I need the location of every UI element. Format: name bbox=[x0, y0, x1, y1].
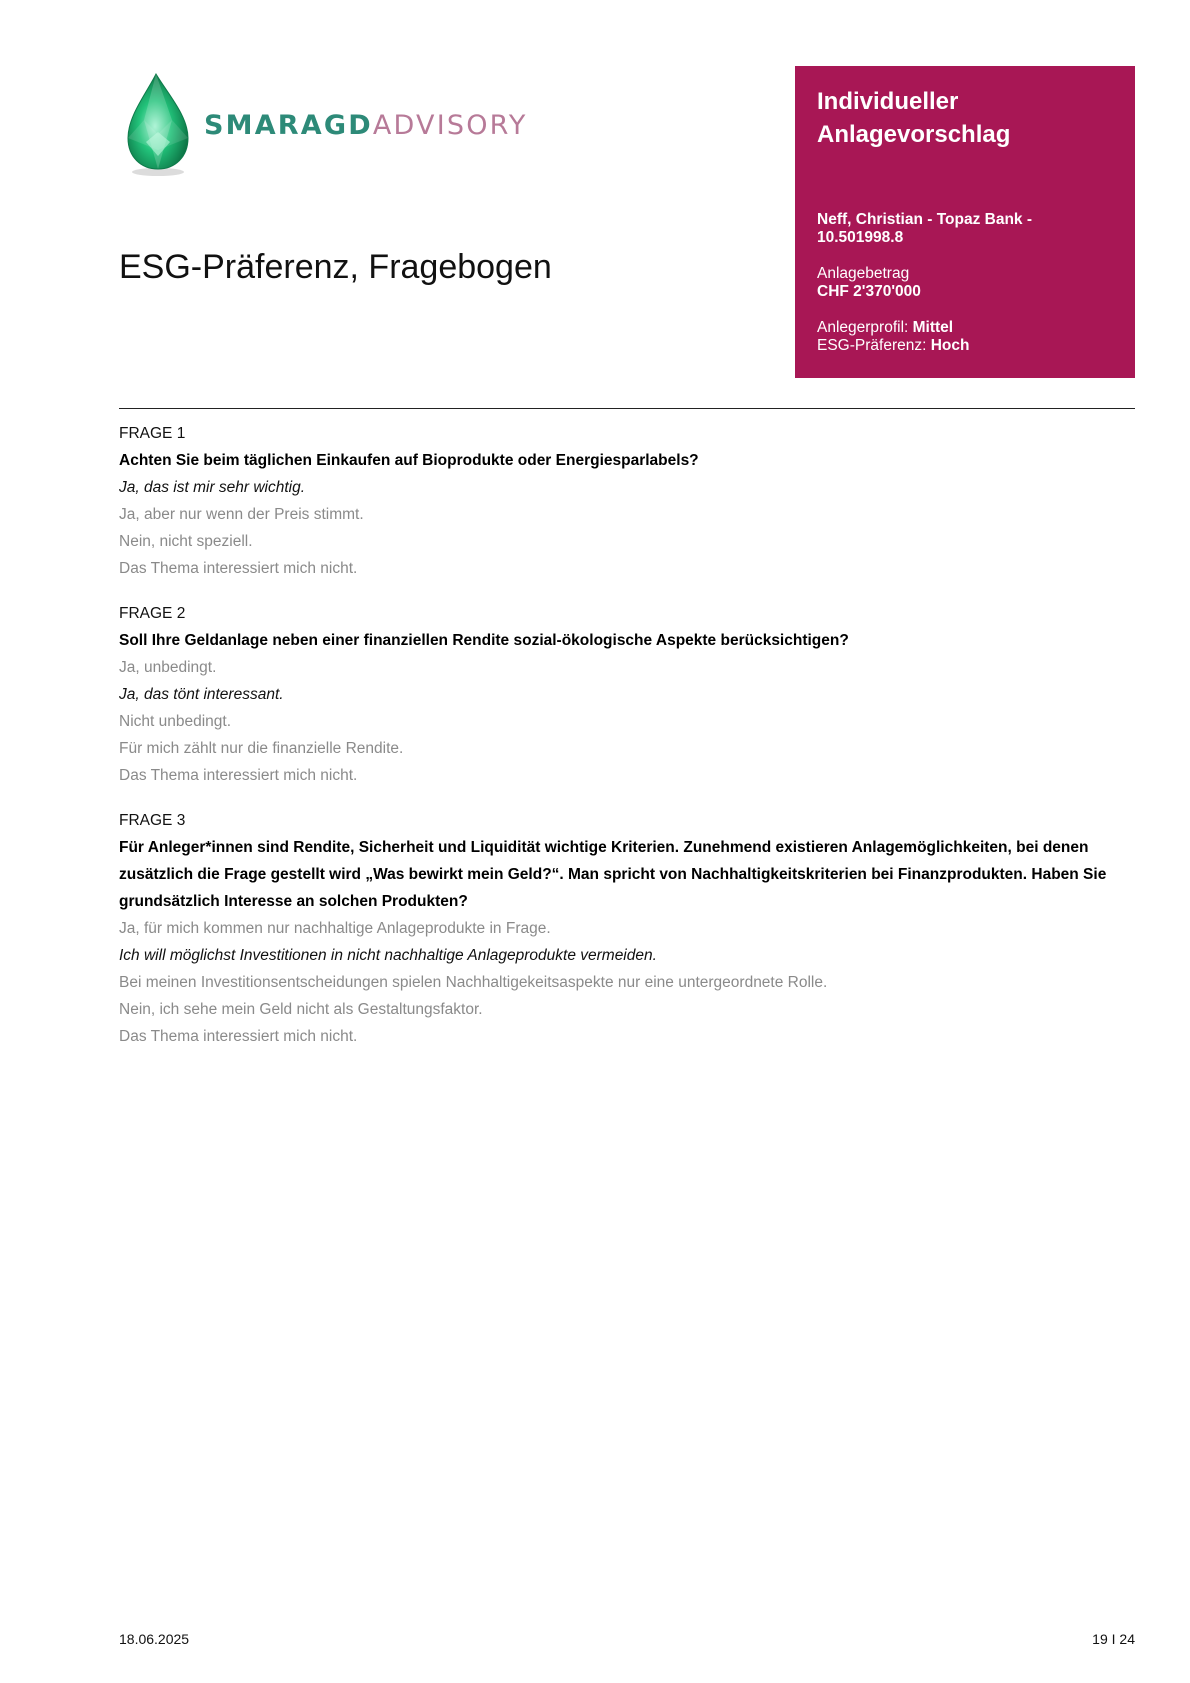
question-block bbox=[119, 600, 1135, 789]
profile-label: Anlegerprofil: bbox=[817, 319, 913, 336]
info-box-title bbox=[817, 85, 1113, 151]
profile-info bbox=[817, 319, 1113, 355]
answer-option: Das Thema interessiert mich nicht. bbox=[119, 560, 358, 577]
question-text: Soll Ihre Geldanlage neben einer finanziellen Rendite sozial-ökologische Aspekte berücksichtigen? bbox=[119, 632, 849, 649]
client-account-number: 10.501998.8 bbox=[817, 229, 904, 246]
section-divider bbox=[119, 408, 1135, 409]
investor-profile-row bbox=[817, 319, 1113, 337]
brand-name bbox=[204, 110, 528, 141]
client-name: Neff, Christian - Topaz Bank - bbox=[817, 211, 1033, 228]
answer-option: Nein, ich sehe mein Geld nicht als Gestaltungsfaktor. bbox=[119, 1001, 483, 1018]
amount-value: CHF 2'370'000 bbox=[817, 283, 921, 300]
answer-option: Nicht unbedingt. bbox=[119, 713, 232, 730]
answer-option-selected: Ja, das tönt interessant. bbox=[119, 686, 284, 703]
question-text: Achten Sie beim täglichen Einkaufen auf Bioprodukte oder Energiesparlabels? bbox=[119, 452, 699, 469]
answer-option: Ja, aber nur wenn der Preis stimmt. bbox=[119, 506, 364, 523]
esg-preference-row bbox=[817, 337, 1113, 355]
page-title: ESG-Präferenz, Fragebogen bbox=[119, 248, 552, 286]
answer-option: Bei meinen Investitionsentscheidungen spielen Nachhaltigekeitsaspekte nur eine untergeordnete Rolle. bbox=[119, 974, 828, 991]
client-info bbox=[817, 211, 1113, 247]
emerald-gem-icon bbox=[124, 72, 194, 178]
brand-name-part1: SMARAGD bbox=[204, 110, 373, 141]
footer-date: 18.06.2025 bbox=[119, 1631, 190, 1647]
answer-option: Nein, nicht speziell. bbox=[119, 533, 253, 550]
proposal-info-box bbox=[795, 66, 1135, 378]
question-label: FRAGE 2 bbox=[119, 605, 186, 622]
question-label: FRAGE 1 bbox=[119, 425, 186, 442]
answer-option-selected: Ich will möglichst Investitionen in nicht nachhaltige Anlageprodukte vermeiden. bbox=[119, 947, 657, 964]
answer-option: Ja, unbedingt. bbox=[119, 659, 217, 676]
answer-option-selected: Ja, das ist mir sehr wichtig. bbox=[119, 479, 306, 496]
amount-label: Anlagebetrag bbox=[817, 265, 910, 282]
question-block bbox=[119, 420, 1135, 582]
answer-option: Für mich zählt nur die finanzielle Rendite. bbox=[119, 740, 404, 757]
questionnaire bbox=[119, 420, 1135, 1068]
question-text: Für Anleger*innen sind Rendite, Sicherheit und Liquidität wichtige Kriterien. Zunehmend existieren Anlagemöglichkeiten, bei denen zusätzlich die Frage gestellt wird „Was bewirkt mein Geld?“. Man spricht von Nachhaltigkeitskriterien bei Finanzprodukten. Haben Sie grundsätzlich Interesse an solchen Produkten? bbox=[119, 839, 1107, 910]
profile-value: Mittel bbox=[912, 319, 954, 336]
esg-value: Hoch bbox=[930, 337, 970, 354]
brand-name-part2: ADVISORY bbox=[372, 110, 528, 141]
answer-option: Ja, für mich kommen nur nachhaltige Anlageprodukte in Frage. bbox=[119, 920, 551, 937]
question-block bbox=[119, 807, 1135, 1050]
company-logo bbox=[124, 72, 528, 182]
answer-option: Das Thema interessiert mich nicht. bbox=[119, 1028, 358, 1045]
info-box-title-line1: Individueller bbox=[817, 88, 959, 115]
info-box-title-line2: Anlagevorschlag bbox=[817, 121, 1011, 148]
investment-amount bbox=[817, 265, 1113, 301]
answer-option: Das Thema interessiert mich nicht. bbox=[119, 767, 358, 784]
page-number: 19 I 24 bbox=[1092, 1631, 1135, 1647]
esg-label: ESG-Präferenz: bbox=[817, 337, 931, 354]
question-label: FRAGE 3 bbox=[119, 812, 186, 829]
